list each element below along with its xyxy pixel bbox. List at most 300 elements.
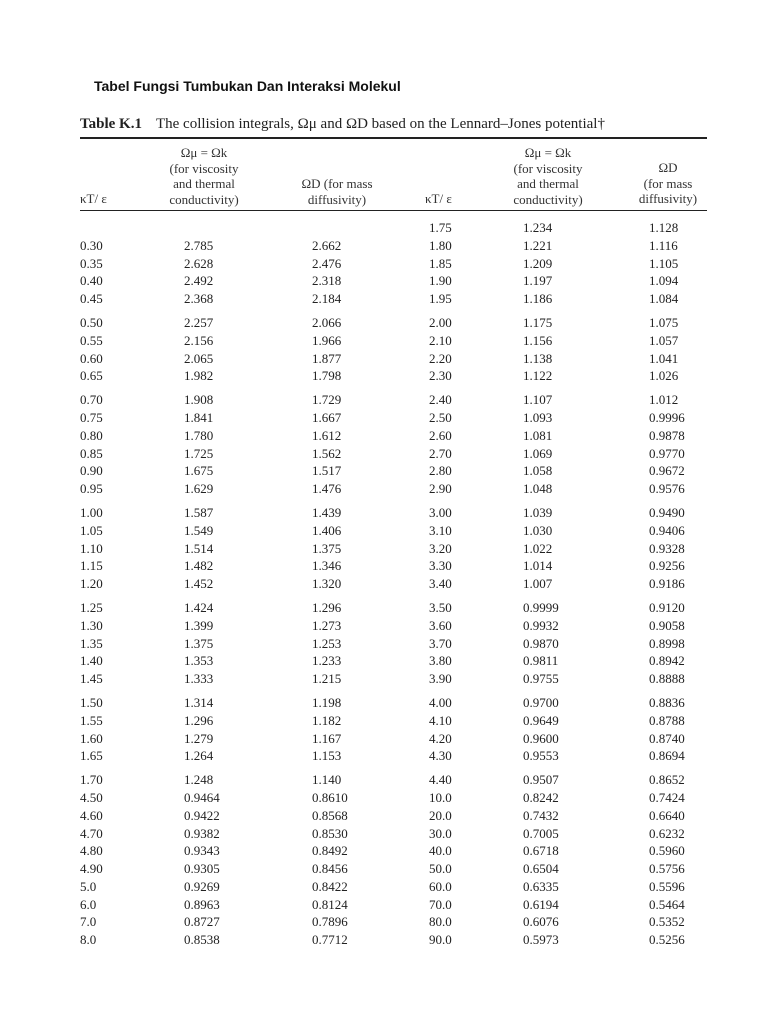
cell-omega-mu-right: 1.197 bbox=[523, 273, 553, 289]
table-row bbox=[80, 445, 710, 463]
table-label: Table K.1 bbox=[80, 116, 142, 132]
cell-kt-left: 1.55 bbox=[80, 712, 103, 728]
header-line: and thermal bbox=[173, 176, 235, 191]
cell-omega-mu-right: 1.221 bbox=[523, 237, 553, 253]
table-row bbox=[80, 504, 710, 522]
cell-omega-mu-right: 1.058 bbox=[523, 463, 553, 479]
cell-omega-d-right: 1.057 bbox=[649, 332, 679, 348]
cell-kt-right: 20.0 bbox=[429, 807, 452, 823]
table-top-rule bbox=[80, 137, 707, 139]
cell-kt-left: 0.75 bbox=[80, 409, 103, 425]
cell-omega-mu-right: 0.6335 bbox=[523, 878, 559, 894]
table-row bbox=[80, 635, 710, 653]
cell-omega-d-right: 0.8942 bbox=[649, 653, 685, 669]
cell-omega-d-left: 1.346 bbox=[312, 558, 342, 574]
cell-kt-right: 2.70 bbox=[429, 445, 452, 461]
row-group bbox=[80, 771, 710, 949]
table-row bbox=[80, 807, 710, 825]
cell-omega-d-right: 0.8998 bbox=[649, 635, 685, 651]
cell-kt-right: 1.85 bbox=[429, 255, 452, 271]
row-group bbox=[80, 219, 710, 308]
header-line: diffusivity) bbox=[638, 191, 698, 206]
cell-kt-right: 3.20 bbox=[429, 540, 452, 556]
cell-omega-mu-right: 1.081 bbox=[523, 427, 553, 443]
cell-omega-mu-right: 0.6076 bbox=[523, 914, 559, 930]
cell-kt-right: 4.20 bbox=[429, 730, 452, 746]
cell-omega-mu-left: 1.248 bbox=[184, 772, 214, 788]
cell-omega-d-left: 1.182 bbox=[312, 712, 342, 728]
cell-omega-mu-left: 1.482 bbox=[184, 558, 214, 574]
table-row bbox=[80, 237, 710, 255]
cell-omega-mu-right: 1.007 bbox=[523, 576, 553, 592]
cell-kt-left: 6.0 bbox=[80, 896, 97, 912]
cell-kt-right: 4.00 bbox=[429, 694, 452, 710]
cell-omega-mu-left: 2.065 bbox=[184, 350, 214, 366]
cell-kt-left: 4.90 bbox=[80, 861, 103, 877]
cell-kt-left: 0.30 bbox=[80, 237, 103, 253]
cell-omega-mu-right: 1.093 bbox=[523, 409, 553, 425]
cell-omega-d-left: 1.153 bbox=[312, 748, 342, 764]
cell-omega-mu-right: 1.039 bbox=[523, 504, 553, 520]
cell-kt-left: 0.70 bbox=[80, 392, 103, 408]
cell-omega-d-left: 1.729 bbox=[312, 392, 342, 408]
cell-omega-mu-left: 1.314 bbox=[184, 694, 214, 710]
cell-kt-right: 80.0 bbox=[429, 914, 452, 930]
cell-kt-right: 1.80 bbox=[429, 237, 452, 253]
header-omega-d-left bbox=[282, 176, 392, 207]
cell-omega-d-right: 0.9256 bbox=[649, 558, 685, 574]
cell-omega-d-right: 1.094 bbox=[649, 273, 679, 289]
table-caption bbox=[80, 116, 720, 133]
table-row bbox=[80, 931, 710, 949]
cell-omega-d-right: 1.012 bbox=[649, 392, 679, 408]
cell-omega-mu-left: 1.908 bbox=[184, 392, 214, 408]
table-row bbox=[80, 771, 710, 789]
cell-kt-right: 4.40 bbox=[429, 772, 452, 788]
cell-omega-mu-left: 1.514 bbox=[184, 540, 214, 556]
cell-kt-left: 1.65 bbox=[80, 748, 103, 764]
cell-kt-right: 1.95 bbox=[429, 291, 452, 307]
cell-omega-d-right: 1.105 bbox=[649, 255, 679, 271]
cell-kt-left: 1.60 bbox=[80, 730, 103, 746]
cell-kt-right: 2.90 bbox=[429, 481, 452, 497]
cell-omega-d-left: 1.198 bbox=[312, 694, 342, 710]
cell-kt-right: 30.0 bbox=[429, 825, 452, 841]
cell-kt-left: 0.40 bbox=[80, 273, 103, 289]
cell-omega-mu-left: 1.399 bbox=[184, 617, 214, 633]
cell-omega-mu-left: 0.8538 bbox=[184, 932, 220, 948]
cell-omega-d-right: 0.8694 bbox=[649, 748, 685, 764]
cell-omega-d-left: 0.8610 bbox=[312, 789, 348, 805]
cell-kt-left: 0.55 bbox=[80, 332, 103, 348]
cell-kt-left: 1.50 bbox=[80, 694, 103, 710]
cell-omega-mu-left: 1.675 bbox=[184, 463, 214, 479]
cell-kt-right: 60.0 bbox=[429, 878, 452, 894]
cell-kt-left: 4.70 bbox=[80, 825, 103, 841]
cell-omega-d-left: 1.140 bbox=[312, 772, 342, 788]
cell-omega-mu-right: 0.5973 bbox=[523, 932, 559, 948]
cell-omega-d-right: 1.116 bbox=[649, 237, 678, 253]
header-omega-mu-right bbox=[492, 145, 604, 207]
cell-omega-mu-right: 1.234 bbox=[523, 220, 553, 235]
cell-omega-mu-right: 1.138 bbox=[523, 350, 553, 366]
cell-omega-d-left: 1.167 bbox=[312, 730, 342, 746]
cell-omega-mu-left: 1.353 bbox=[184, 653, 214, 669]
cell-kt-right: 4.10 bbox=[429, 712, 452, 728]
table-row bbox=[80, 652, 710, 670]
cell-kt-right: 3.50 bbox=[429, 599, 452, 615]
table-row bbox=[80, 712, 710, 730]
cell-omega-d-right: 0.6232 bbox=[649, 825, 685, 841]
cell-omega-d-left: 2.184 bbox=[312, 291, 342, 307]
cell-kt-right: 3.70 bbox=[429, 635, 452, 651]
cell-kt-right: 4.30 bbox=[429, 748, 452, 764]
cell-omega-d-right: 0.5256 bbox=[649, 932, 685, 948]
cell-omega-mu-left: 0.8963 bbox=[184, 896, 220, 912]
cell-omega-d-left: 1.798 bbox=[312, 368, 342, 384]
cell-omega-d-right: 0.8888 bbox=[649, 671, 685, 687]
cell-omega-d-right: 0.9406 bbox=[649, 522, 685, 538]
cell-omega-mu-right: 1.069 bbox=[523, 445, 553, 461]
table-row bbox=[80, 290, 710, 308]
cell-kt-right: 90.0 bbox=[429, 932, 452, 948]
table-row bbox=[80, 747, 710, 765]
cell-omega-d-right: 0.6640 bbox=[649, 807, 685, 823]
cell-omega-mu-left: 0.9269 bbox=[184, 878, 220, 894]
header-line: ΩD bbox=[658, 160, 678, 175]
cell-omega-mu-left: 0.9343 bbox=[184, 843, 220, 859]
cell-omega-mu-right: 1.107 bbox=[523, 392, 553, 408]
cell-omega-d-right: 0.9672 bbox=[649, 463, 685, 479]
cell-omega-d-left: 0.8492 bbox=[312, 843, 348, 859]
cell-omega-d-right: 0.8740 bbox=[649, 730, 685, 746]
cell-kt-right: 2.30 bbox=[429, 368, 452, 384]
cell-omega-mu-left: 1.452 bbox=[184, 576, 214, 592]
table-row bbox=[80, 557, 710, 575]
cell-omega-d-right: 1.075 bbox=[649, 314, 679, 330]
header-line: ΩD (for mass bbox=[301, 176, 373, 191]
cell-kt-right: 3.10 bbox=[429, 522, 452, 538]
cell-omega-d-left: 0.8530 bbox=[312, 825, 348, 841]
cell-omega-d-left: 1.966 bbox=[312, 332, 342, 348]
cell-kt-left: 0.50 bbox=[80, 314, 103, 330]
cell-kt-left: 1.25 bbox=[80, 599, 103, 615]
cell-omega-d-left: 2.066 bbox=[312, 314, 342, 330]
cell-omega-d-left: 1.562 bbox=[312, 445, 342, 461]
cell-omega-mu-right: 1.048 bbox=[523, 481, 553, 497]
cell-omega-mu-right: 0.9507 bbox=[523, 772, 559, 788]
cell-kt-left: 0.35 bbox=[80, 255, 103, 271]
cell-kt-right: 2.40 bbox=[429, 392, 452, 408]
cell-omega-mu-right: 1.175 bbox=[523, 314, 553, 330]
table-row bbox=[80, 391, 710, 409]
header-line: (for viscosity bbox=[169, 160, 239, 176]
cell-kt-right: 10.0 bbox=[429, 789, 452, 805]
cell-omega-d-right: 0.8836 bbox=[649, 694, 685, 710]
cell-omega-d-left: 1.877 bbox=[312, 350, 342, 366]
cell-kt-right: 40.0 bbox=[429, 843, 452, 859]
cell-kt-left: 1.30 bbox=[80, 617, 103, 633]
header-line: conductivity) bbox=[169, 191, 239, 207]
cell-omega-mu-right: 0.9600 bbox=[523, 730, 559, 746]
header-kt-left: κT/ ε bbox=[80, 191, 107, 206]
cell-kt-left: 0.45 bbox=[80, 291, 103, 307]
header-line: Ωμ = Ωk bbox=[524, 145, 572, 160]
cell-omega-mu-left: 1.333 bbox=[184, 671, 214, 687]
cell-omega-mu-left: 1.549 bbox=[184, 522, 214, 538]
cell-omega-mu-left: 1.296 bbox=[184, 712, 214, 728]
table-row bbox=[80, 427, 710, 445]
cell-kt-left: 1.40 bbox=[80, 653, 103, 669]
cell-omega-d-left: 1.406 bbox=[312, 522, 342, 538]
cell-omega-mu-right: 0.7005 bbox=[523, 825, 559, 841]
cell-omega-d-left: 1.612 bbox=[312, 427, 342, 443]
cell-omega-d-right: 0.9120 bbox=[649, 599, 685, 615]
cell-omega-d-right: 1.026 bbox=[649, 368, 679, 384]
cell-kt-left: 1.35 bbox=[80, 635, 103, 651]
table-caption-text: The collision integrals, Ωμ and ΩD based on the Lennard–Jones potential† bbox=[155, 116, 605, 132]
cell-omega-mu-right: 0.9649 bbox=[523, 712, 559, 728]
row-group bbox=[80, 599, 710, 688]
cell-omega-mu-left: 1.424 bbox=[184, 599, 214, 615]
cell-kt-right: 2.60 bbox=[429, 427, 452, 443]
cell-kt-left: 0.95 bbox=[80, 481, 103, 497]
table-row bbox=[80, 730, 710, 748]
cell-omega-mu-left: 0.8727 bbox=[184, 914, 220, 930]
cell-omega-mu-left: 0.9305 bbox=[184, 861, 220, 877]
cell-omega-d-right: 0.9328 bbox=[649, 540, 685, 556]
cell-kt-right: 3.60 bbox=[429, 617, 452, 633]
cell-omega-mu-right: 0.9553 bbox=[523, 748, 559, 764]
cell-omega-mu-right: 1.156 bbox=[523, 332, 553, 348]
cell-omega-d-right: 0.9490 bbox=[649, 504, 685, 520]
cell-kt-right: 1.90 bbox=[429, 273, 452, 289]
cell-kt-right: 2.20 bbox=[429, 350, 452, 366]
header-line: (for mass bbox=[643, 175, 693, 191]
row-group bbox=[80, 314, 710, 385]
cell-kt-left: 1.20 bbox=[80, 576, 103, 592]
cell-kt-left: 1.00 bbox=[80, 504, 103, 520]
cell-omega-d-left: 1.667 bbox=[312, 409, 342, 425]
cell-kt-left: 0.80 bbox=[80, 427, 103, 443]
cell-omega-mu-left: 1.264 bbox=[184, 748, 214, 764]
cell-omega-d-left: 1.273 bbox=[312, 617, 342, 633]
cell-kt-right: 2.10 bbox=[429, 332, 452, 348]
table-row bbox=[80, 878, 710, 896]
cell-kt-right: 1.75 bbox=[429, 220, 452, 235]
header-omega-d-right bbox=[628, 160, 708, 207]
cell-omega-mu-right: 0.7432 bbox=[523, 807, 559, 823]
cell-omega-d-left: 1.439 bbox=[312, 504, 342, 520]
cell-kt-right: 50.0 bbox=[429, 861, 452, 877]
cell-omega-mu-right: 0.9811 bbox=[523, 653, 559, 669]
table-row bbox=[80, 255, 710, 273]
cell-omega-d-left: 1.296 bbox=[312, 599, 342, 615]
cell-kt-right: 2.50 bbox=[429, 409, 452, 425]
cell-omega-mu-right: 1.022 bbox=[523, 540, 553, 556]
table-row bbox=[80, 314, 710, 332]
cell-kt-right: 3.00 bbox=[429, 504, 452, 520]
cell-omega-d-right: 0.5596 bbox=[649, 878, 685, 894]
cell-omega-mu-right: 1.186 bbox=[523, 291, 553, 307]
cell-omega-mu-right: 1.030 bbox=[523, 522, 553, 538]
cell-omega-mu-right: 0.9999 bbox=[523, 599, 559, 615]
cell-omega-d-right: 0.5352 bbox=[649, 914, 685, 930]
cell-omega-mu-right: 0.6504 bbox=[523, 861, 559, 877]
cell-omega-d-right: 0.7424 bbox=[649, 789, 685, 805]
cell-omega-mu-left: 2.156 bbox=[184, 332, 214, 348]
table-row bbox=[80, 480, 710, 498]
cell-kt-left: 4.50 bbox=[80, 789, 103, 805]
table-row bbox=[80, 272, 710, 290]
cell-omega-d-left: 0.8568 bbox=[312, 807, 348, 823]
cell-omega-d-right: 0.9186 bbox=[649, 576, 685, 592]
cell-omega-mu-left: 0.9422 bbox=[184, 807, 220, 823]
cell-kt-left: 7.0 bbox=[80, 914, 97, 930]
header-line: and thermal bbox=[517, 176, 579, 191]
cell-omega-d-right: 0.9058 bbox=[649, 617, 685, 633]
cell-omega-d-right: 0.5464 bbox=[649, 896, 685, 912]
cell-omega-mu-left: 1.587 bbox=[184, 504, 214, 520]
cell-kt-left: 8.0 bbox=[80, 932, 97, 948]
cell-omega-d-right: 0.9770 bbox=[649, 445, 685, 461]
cell-omega-d-left: 0.7896 bbox=[312, 914, 348, 930]
cell-omega-d-right: 0.9576 bbox=[649, 481, 685, 497]
cell-omega-d-right: 0.9878 bbox=[649, 427, 685, 443]
cell-kt-left: 1.15 bbox=[80, 558, 103, 574]
table-row bbox=[80, 219, 710, 237]
cell-kt-right: 2.80 bbox=[429, 463, 452, 479]
header-line: conductivity) bbox=[513, 191, 583, 207]
cell-omega-d-left: 2.476 bbox=[312, 255, 342, 271]
cell-omega-d-left: 0.8456 bbox=[312, 861, 348, 877]
row-group bbox=[80, 694, 710, 765]
cell-omega-mu-left: 1.725 bbox=[184, 445, 214, 461]
table-row bbox=[80, 913, 710, 931]
cell-omega-mu-right: 0.8242 bbox=[523, 789, 559, 805]
page-heading: Tabel Fungsi Tumbukan Dan Interaksi Molekul bbox=[94, 78, 401, 94]
table-row bbox=[80, 367, 710, 385]
cell-omega-d-right: 0.5756 bbox=[649, 861, 685, 877]
cell-omega-d-left: 1.320 bbox=[312, 576, 342, 592]
cell-omega-mu-right: 0.9870 bbox=[523, 635, 559, 651]
cell-omega-mu-left: 2.257 bbox=[184, 314, 214, 330]
cell-kt-left: 1.70 bbox=[80, 772, 103, 788]
cell-kt-left: 0.90 bbox=[80, 463, 103, 479]
cell-omega-d-right: 0.5960 bbox=[649, 843, 685, 859]
cell-kt-right: 3.80 bbox=[429, 653, 452, 669]
cell-omega-mu-right: 0.9932 bbox=[523, 617, 559, 633]
cell-omega-mu-left: 1.780 bbox=[184, 427, 214, 443]
cell-kt-right: 3.30 bbox=[429, 558, 452, 574]
cell-kt-left: 0.85 bbox=[80, 445, 103, 461]
cell-kt-left: 4.60 bbox=[80, 807, 103, 823]
table-row bbox=[80, 670, 710, 688]
table-row bbox=[80, 825, 710, 843]
cell-omega-d-left: 2.318 bbox=[312, 273, 342, 289]
cell-omega-d-left: 0.8124 bbox=[312, 896, 348, 912]
cell-omega-mu-right: 0.9755 bbox=[523, 671, 559, 687]
cell-kt-right: 3.40 bbox=[429, 576, 452, 592]
table-row bbox=[80, 409, 710, 427]
cell-omega-mu-right: 0.6194 bbox=[523, 896, 559, 912]
cell-omega-mu-left: 1.279 bbox=[184, 730, 214, 746]
table-row bbox=[80, 599, 710, 617]
cell-omega-mu-left: 2.368 bbox=[184, 291, 214, 307]
table-row bbox=[80, 540, 710, 558]
header-bottom-rule bbox=[80, 210, 707, 211]
cell-kt-left: 1.05 bbox=[80, 522, 103, 538]
header-kt-right: κT/ ε bbox=[425, 191, 452, 206]
cell-kt-left: 1.45 bbox=[80, 671, 103, 687]
cell-omega-d-right: 0.8652 bbox=[649, 772, 685, 788]
cell-omega-d-left: 1.476 bbox=[312, 481, 342, 497]
cell-omega-d-left: 1.233 bbox=[312, 653, 342, 669]
cell-omega-d-right: 0.9996 bbox=[649, 409, 685, 425]
cell-omega-d-right: 1.128 bbox=[649, 220, 679, 235]
header-line: (for viscosity bbox=[513, 160, 583, 176]
cell-omega-mu-left: 1.841 bbox=[184, 409, 214, 425]
cell-omega-mu-left: 2.785 bbox=[184, 237, 214, 253]
cell-omega-d-left: 0.8422 bbox=[312, 878, 348, 894]
table-row bbox=[80, 896, 710, 914]
header-omega-mu-left bbox=[150, 145, 258, 207]
cell-omega-mu-right: 1.209 bbox=[523, 255, 553, 271]
cell-omega-d-left: 1.375 bbox=[312, 540, 342, 556]
cell-omega-mu-left: 0.9382 bbox=[184, 825, 220, 841]
table-row bbox=[80, 694, 710, 712]
table-row bbox=[80, 860, 710, 878]
cell-omega-d-right: 1.084 bbox=[649, 291, 679, 307]
cell-kt-left: 5.0 bbox=[80, 878, 97, 894]
cell-kt-right: 3.90 bbox=[429, 671, 452, 687]
cell-omega-mu-left: 0.9464 bbox=[184, 789, 220, 805]
header-line: Ωμ = Ωk bbox=[180, 145, 228, 160]
cell-omega-mu-left: 1.982 bbox=[184, 368, 214, 384]
cell-kt-right: 2.00 bbox=[429, 314, 452, 330]
cell-kt-right: 70.0 bbox=[429, 896, 452, 912]
cell-omega-mu-left: 1.375 bbox=[184, 635, 214, 651]
cell-omega-mu-right: 0.9700 bbox=[523, 694, 559, 710]
cell-kt-left: 0.60 bbox=[80, 350, 103, 366]
cell-kt-left: 4.80 bbox=[80, 843, 103, 859]
table-row bbox=[80, 462, 710, 480]
row-group bbox=[80, 504, 710, 593]
row-group bbox=[80, 391, 710, 498]
cell-omega-d-left: 2.662 bbox=[312, 237, 342, 253]
table-row bbox=[80, 617, 710, 635]
cell-omega-d-right: 1.041 bbox=[649, 350, 679, 366]
cell-omega-mu-right: 1.014 bbox=[523, 558, 553, 574]
cell-omega-mu-right: 1.122 bbox=[523, 368, 553, 384]
cell-omega-d-left: 1.215 bbox=[312, 671, 342, 687]
table-row bbox=[80, 522, 710, 540]
cell-omega-mu-right: 0.6718 bbox=[523, 843, 559, 859]
cell-kt-left: 0.65 bbox=[80, 368, 103, 384]
header-line: diffusivity) bbox=[307, 191, 367, 207]
cell-omega-d-left: 1.517 bbox=[312, 463, 342, 479]
table-row bbox=[80, 575, 710, 593]
table-row bbox=[80, 842, 710, 860]
table-row bbox=[80, 332, 710, 350]
cell-omega-d-right: 0.8788 bbox=[649, 712, 685, 728]
cell-omega-mu-left: 1.629 bbox=[184, 481, 214, 497]
table-row bbox=[80, 350, 710, 368]
cell-omega-mu-left: 2.628 bbox=[184, 255, 214, 271]
cell-kt-left: 1.10 bbox=[80, 540, 103, 556]
table-row bbox=[80, 789, 710, 807]
cell-omega-d-left: 0.7712 bbox=[312, 932, 348, 948]
